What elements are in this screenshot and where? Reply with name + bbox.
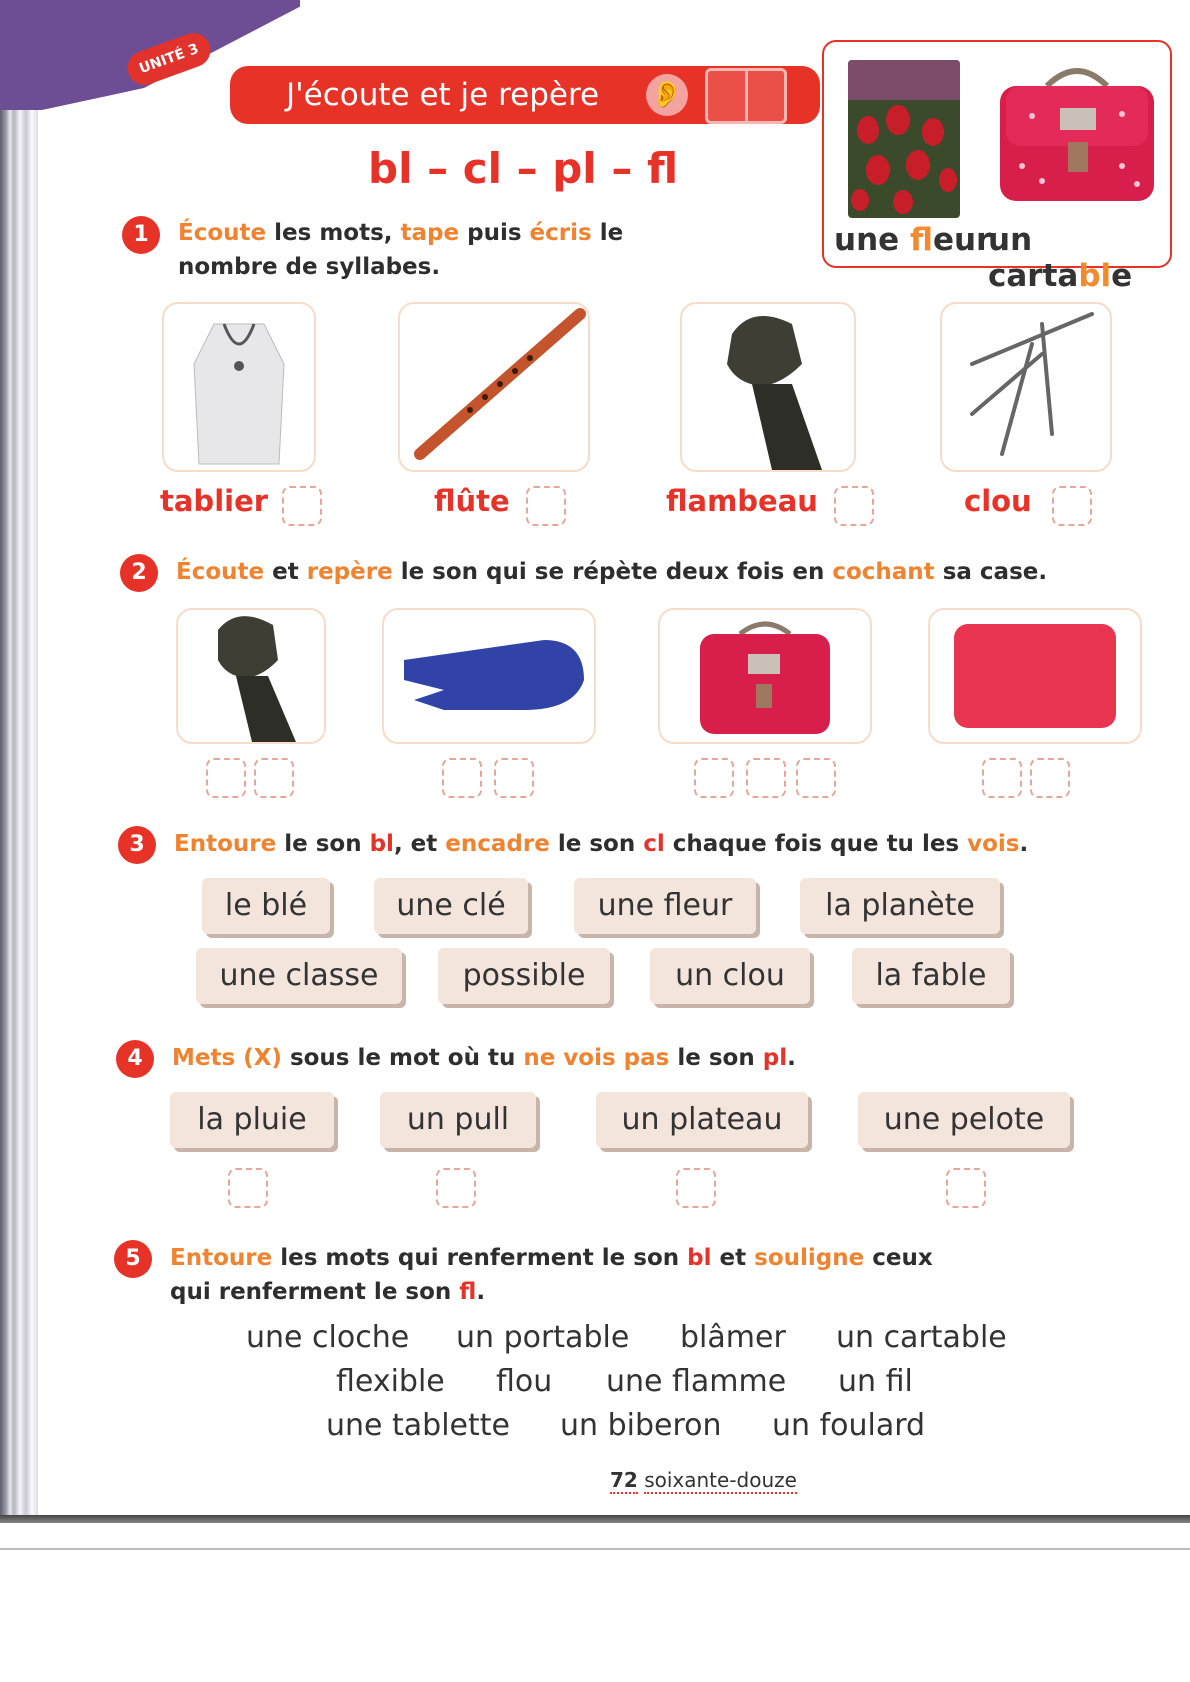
banner-title: J'écoute et je repère xyxy=(286,77,600,113)
word-flute: flûte xyxy=(434,484,510,518)
word-item[interactable]: une flamme xyxy=(606,1364,787,1399)
schoolbag-photo xyxy=(992,56,1162,206)
ref-word-fleur: une fleur xyxy=(834,222,992,258)
word-flambeau: flambeau xyxy=(666,484,818,518)
word-tile: un pull xyxy=(380,1092,536,1148)
exercise-4-instruction: Mets (X) sous le mot où tu ne vois pas le son pl. xyxy=(172,1045,796,1071)
check-box-glove-2[interactable] xyxy=(494,758,534,798)
exercise-3-instruction: Entoure le son bl, et encadre le son cl chaque fois que tu les vois. xyxy=(174,831,1029,857)
word-tile[interactable]: une classe xyxy=(196,948,402,1004)
exercise-3-number: 3 xyxy=(118,826,156,864)
check-box-cartable-3[interactable] xyxy=(796,758,836,798)
ear-icon: 👂 xyxy=(646,74,688,116)
glove-picture xyxy=(382,608,596,744)
ref-word-cartable: un cartable xyxy=(988,222,1133,294)
word-tile: une pelote xyxy=(858,1092,1070,1148)
flute-picture xyxy=(398,302,590,472)
word-item[interactable]: un cartable xyxy=(836,1320,1007,1355)
check-box-glove-1[interactable] xyxy=(442,758,482,798)
exercise-4-number: 4 xyxy=(116,1040,154,1078)
check-box-trousse-1[interactable] xyxy=(982,758,1022,798)
flambeau-picture xyxy=(680,302,856,472)
word-item[interactable]: flexible xyxy=(336,1364,445,1399)
check-box-torch-2[interactable] xyxy=(254,758,294,798)
word-item[interactable]: une cloche xyxy=(246,1320,410,1355)
unit-badge: UNITÉ 3 xyxy=(123,28,215,89)
word-tile[interactable]: une clé xyxy=(374,878,528,934)
exercise-5-instruction: Entoure les mots qui renferment le son bl et souligne ceux qui renferment le son fl. xyxy=(170,1245,933,1305)
exercise-1-instruction: Écoute les mots, tape puis écris le nombre de syllabes. xyxy=(178,220,624,280)
book-icon xyxy=(705,68,787,124)
clou-picture xyxy=(940,302,1112,472)
syllable-box-flute[interactable] xyxy=(526,486,566,526)
word-tile: un plateau xyxy=(596,1092,808,1148)
flower-photo xyxy=(848,60,960,218)
word-item[interactable]: flou xyxy=(496,1364,553,1399)
word-tile[interactable]: la fable xyxy=(852,948,1010,1004)
trousse-picture xyxy=(928,608,1142,744)
exercise-5-number: 5 xyxy=(114,1240,152,1278)
word-tile: la pluie xyxy=(170,1092,334,1148)
page-footer xyxy=(610,1468,797,1492)
page-number: 72 xyxy=(610,1468,638,1492)
mark-box-pluie[interactable] xyxy=(228,1168,268,1208)
word-item[interactable]: un portable xyxy=(456,1320,630,1355)
check-box-cartable-1[interactable] xyxy=(694,758,734,798)
word-tablier: tablier xyxy=(160,484,269,518)
sound-title: bl – cl – pl – fl xyxy=(368,144,679,193)
check-box-torch-1[interactable] xyxy=(206,758,246,798)
tablier-picture xyxy=(162,302,316,472)
exercise-2-instruction: Écoute et repère le son qui se répète deux fois en cochant sa case. xyxy=(176,559,1048,585)
page-number-words: soixante-douze xyxy=(644,1468,797,1492)
check-box-trousse-2[interactable] xyxy=(1030,758,1070,798)
page-edge xyxy=(0,1515,1190,1523)
word-item[interactable]: une tablette xyxy=(326,1408,510,1443)
cartable-picture xyxy=(658,608,872,744)
torch-picture xyxy=(176,608,326,744)
word-item[interactable]: un foulard xyxy=(772,1408,926,1443)
syllable-box-tablier[interactable] xyxy=(282,486,322,526)
word-clou: clou xyxy=(964,484,1032,518)
word-tile[interactable]: un clou xyxy=(650,948,810,1004)
word-tile[interactable]: possible xyxy=(438,948,610,1004)
word-tile[interactable]: le blé xyxy=(202,878,330,934)
mark-box-pull[interactable] xyxy=(436,1168,476,1208)
page-edge-line xyxy=(0,1548,1190,1550)
mark-box-pelote[interactable] xyxy=(946,1168,986,1208)
word-tile[interactable]: une fleur xyxy=(574,878,756,934)
reference-box xyxy=(822,40,1172,294)
check-box-cartable-2[interactable] xyxy=(746,758,786,798)
syllable-box-clou[interactable] xyxy=(1052,486,1092,526)
word-tile[interactable]: la planète xyxy=(800,878,1000,934)
exercise-2-number: 2 xyxy=(120,554,158,592)
syllable-box-flambeau[interactable] xyxy=(834,486,874,526)
word-item[interactable]: un biberon xyxy=(560,1408,722,1443)
word-item[interactable]: un fil xyxy=(838,1364,913,1399)
exercise-1-number: 1 xyxy=(122,216,160,254)
mark-box-plateau[interactable] xyxy=(676,1168,716,1208)
word-item[interactable]: blâmer xyxy=(680,1320,786,1355)
book-binding xyxy=(0,0,38,1520)
